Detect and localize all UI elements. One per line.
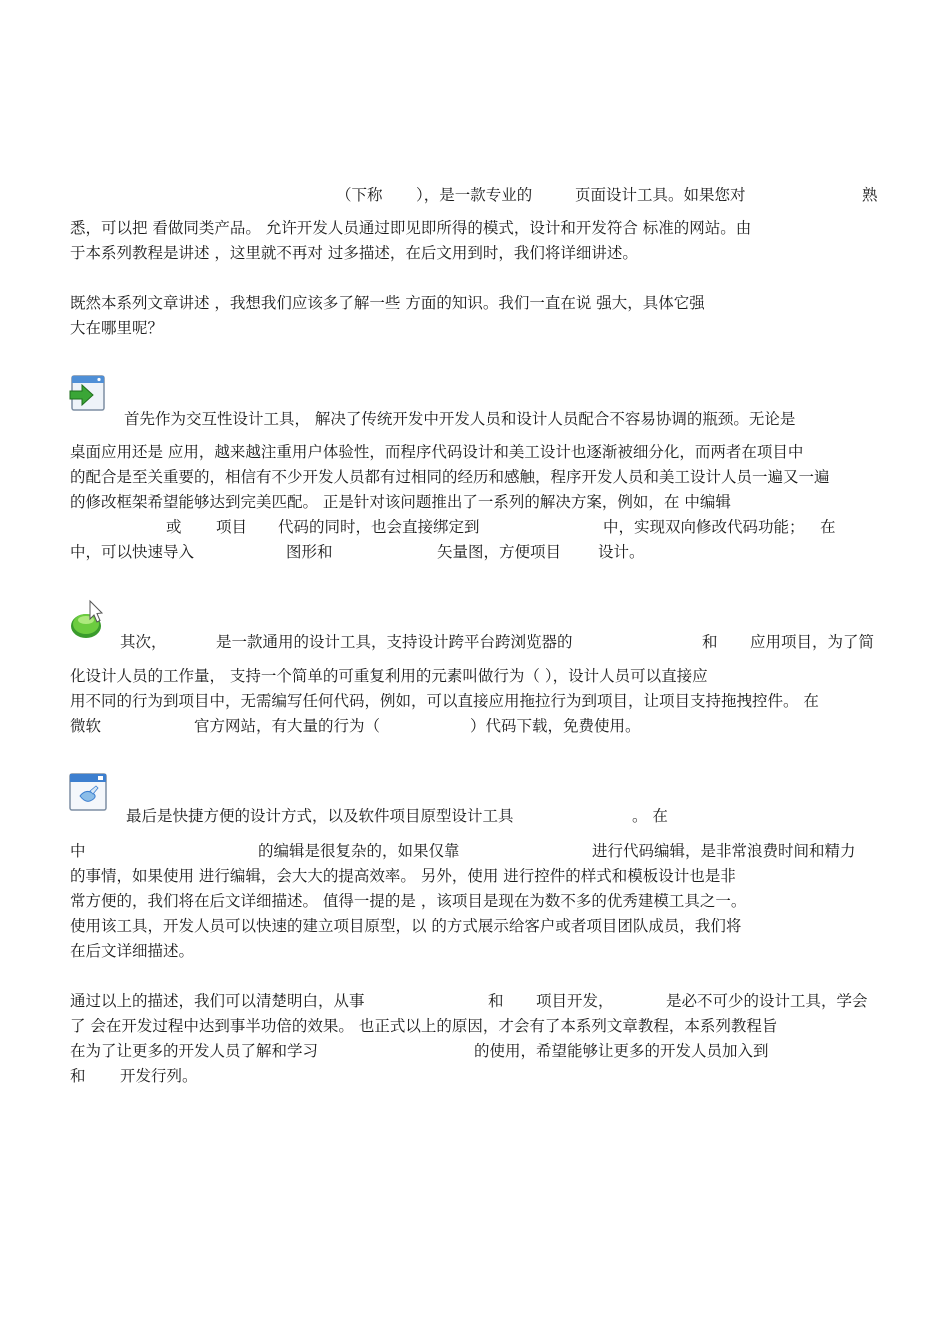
text-segment: 开发行列。 (120, 1067, 198, 1085)
text-segment: 设计。 (598, 543, 645, 561)
text-segment: 的编辑是很复杂的，如果仅靠 (258, 842, 460, 860)
s1-line-6 (70, 541, 882, 563)
conclusion-line-2: 了 会在开发过程中达到事半功倍的效果。 也正式以上的原因，才会有了本系列文章教程，本系列教程旨 (70, 1017, 778, 1035)
para2-line-2: 大在哪里呢？ (70, 319, 164, 337)
text-segment: 。 在 (632, 807, 668, 825)
text-segment: 是必不可少的设计工具，学会 (666, 992, 868, 1010)
s3-line-5: 使用该工具，开发人员可以快速的建立项目原型，以 的方式展示给客户或者项目团队成员，我们将 (70, 917, 742, 935)
s3-line-2 (70, 840, 882, 862)
text-segment: 的使用，希望能够让更多的开发人员加入到 (474, 1042, 769, 1060)
text-segment: 最后是快捷方便的设计方式，以及软件项目原型设计工具 (126, 807, 514, 825)
conclusion-line-4 (70, 1065, 882, 1087)
text-segment: 和 (702, 633, 718, 651)
text-segment: 图形和 (286, 543, 333, 561)
text-segment: 微软 (70, 717, 102, 735)
s3-line-1 (70, 805, 882, 827)
para2-line-1: 既然本系列文章讲述 ，我想我们应该多了解一些 方面的知识。我们一直在说 强大，具体它强 (70, 294, 705, 312)
text-segment: ），是一款专业的 (416, 186, 533, 204)
s2-line-1 (70, 631, 882, 653)
intro-line-3: 于本系列教程是讲述 ，这里就不再对 过多描述，在后文用到时，我们将详细讲述。 (70, 244, 638, 262)
text-segment: 项目 (216, 518, 248, 536)
s3-line-4: 常方便的，我们将在后文详细描述。 值得一提的是 ，该项目是现在为数不多的优秀建模工具之一。 (70, 892, 747, 910)
text-segment: 应用项目，为了简 (750, 633, 875, 651)
text-segment: 或 (166, 518, 182, 536)
s3-line-6: 在后文详细描述。 (70, 942, 195, 960)
text-segment: 项目开发， (536, 992, 614, 1010)
text-segment: 中，实现双向修改代码功能； (603, 518, 805, 536)
s1-line-5 (70, 516, 882, 538)
text-segment: 通过以上的描述，我们可以清楚明白，从事 (70, 992, 365, 1010)
text-segment: 熟 (862, 186, 878, 204)
text-segment: 是一款通用的设计工具，支持设计跨平台跨浏览器的 (216, 633, 573, 651)
intro-line-1 (70, 184, 882, 206)
text-segment: 官方网站，有大量的行为（ (194, 717, 381, 735)
s2-line-4 (70, 715, 882, 737)
text-segment: 其次， (120, 633, 167, 651)
text-segment: 中，可以快速导入 (70, 543, 195, 561)
conclusion-line-3 (70, 1040, 882, 1062)
text-segment: 中 (70, 842, 86, 860)
s1-line-3: 的配合是至关重要的，相信有不少开发人员都有过相同的经历和感触，程序开发人员和美工设计人员一遍又一遍 (70, 468, 830, 486)
s1-line-1 (70, 408, 882, 430)
text-segment: 页面设计工具。如果您对 (575, 186, 746, 204)
text-segment: 矢量图，方便项目 (437, 543, 562, 561)
text-segment: 进行代码编辑，是非常浪费时间和精力 (592, 842, 856, 860)
text-segment: 代码的同时，也会直接绑定到 (278, 518, 480, 536)
text-segment: 在 (820, 518, 836, 536)
text-segment: ）代码下载，免费使用。 (470, 717, 641, 735)
s2-line-3: 用不同的行为到项目中，无需编写任何代码，例如，可以直接应用拖拉行为到项目，让项目支持拖拽控件。 在 (70, 692, 819, 710)
s1-line-2: 桌面应用还是 应用，越来越注重用户体验性，而程序代码设计和美工设计也逐渐被细分化，而两者在项目中 (70, 443, 804, 461)
text-segment: 在为了让更多的开发人员了解和学习 (70, 1042, 319, 1060)
text-segment: （下称 (336, 186, 383, 204)
s1-line-4: 的修改框架希望能够达到完美匹配。 正是针对该问题推出了一系列的解决方案，例如，在 中编辑 (70, 493, 731, 511)
conclusion-line-1 (70, 990, 882, 1012)
text-segment: 首先作为交互性设计工具， 解决了传统开发中开发人员和设计人员配合不容易协调的瓶颈。无论是 (124, 410, 796, 428)
intro-line-2: 悉，可以把 看做同类产品。 允许开发人员通过即见即所得的模式，设计和开发符合 标准的网站。由 (70, 219, 752, 237)
text-segment: 和 (488, 992, 504, 1010)
s3-line-3: 的事情，如果使用 进行编辑，会大大的提高效率。 另外，使用 进行控件的样式和模板设计也是非 (70, 867, 736, 885)
s2-line-2: 化设计人员的工作量， 支持一个简单的可重复利用的元素叫做行为（ ），设计人员可以直接应 (70, 667, 708, 685)
text-segment: 和 (70, 1067, 86, 1085)
